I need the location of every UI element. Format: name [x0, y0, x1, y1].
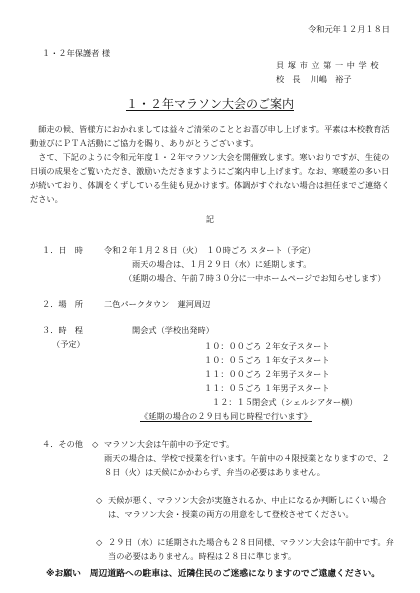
schedule-row: [204, 339, 330, 353]
schedule-row: [204, 381, 330, 395]
other-item-2: 天候が悪く、マラソン大会が実施されるか、中止になるか判断しにくい場合は、マラソン大会・授業の両方の用意をして登校させてください。: [108, 495, 387, 519]
paragraph-greeting: 師走の候、皆様方におかれましては益々ご清栄のこととお喜び申し上げます。平素は本校教育活動並びにＰＴＡ活動にご協力を賜り、ありがとうございます。: [30, 124, 390, 148]
schedule-closing-event: 閉会式（シェルシアター横）: [252, 397, 358, 407]
document-date: 令和元年１２月１８日: [308, 24, 390, 34]
schedule-closing-time: １２：１５: [212, 397, 253, 407]
other-bullet: ◇: [96, 495, 103, 505]
schedule-event: １年男子スタート: [264, 383, 330, 393]
other-label: ４．その他: [42, 439, 83, 449]
schedule-time: １０：０５ごろ: [204, 355, 262, 365]
schedule-event: １年女子スタート: [264, 355, 330, 365]
school-name: 貝 塚 市 立 第 一 中 学 校: [276, 60, 380, 70]
date-note: （延期の場合、午前７時３０分に一中ホームページでお知らせします）: [124, 273, 386, 283]
other-bullet: ◇: [92, 439, 99, 449]
principal-name: 川嶋 裕子: [310, 74, 352, 84]
date-label: １．日 時: [42, 245, 83, 255]
schedule-event: ２年女子スタート: [264, 341, 330, 351]
other-item-3: ２９日（水）に延期された場合も２８日同様、マラソン大会は午前中です。弁当の必要はありません。時程は２８日に準じます。: [108, 537, 394, 561]
place-label: ２．場 所: [42, 299, 83, 309]
schedule-row: [204, 367, 330, 381]
schedule-opening: 開会式（学校出発時）: [132, 325, 214, 335]
schedule-label: ３．時 程: [42, 325, 83, 335]
other-bullet: ◇: [96, 537, 103, 547]
schedule-time: １１：０５ごろ: [204, 383, 262, 393]
place-value: 二色パークタウン 蓮河周辺: [104, 299, 211, 309]
document-title: [0, 97, 420, 111]
other-item-1-line-1: マラソン大会は午前中の予定です。: [104, 439, 235, 449]
schedule-row: [204, 353, 330, 367]
ki-heading: 記: [205, 214, 215, 224]
date-main: 令和２年１月２８日（火） １０時ごろ スタート（予定）: [104, 245, 316, 255]
paragraph-announcement: さて、下記のように令和元年度１・２年マラソン大会を開催致します。寒いおりですが、生徒の日頃の成果をご覧いただき、激励いただきますようにご案内申し上げます。なお、寒暖差の多い日が続いており、体調をくずしている生徒も見かけます。体調がすぐれない場合は担任までご連絡ください。: [30, 152, 390, 204]
title-text: １・２年マラソン大会のご案内: [125, 97, 294, 111]
parking-notice: ※お願い 周辺道路への駐車は、近隣住民のご迷惑になりますのでご遠慮ください。: [46, 569, 381, 579]
schedule-time: １１：００ごろ: [204, 369, 262, 379]
principal: [276, 72, 352, 86]
recipient: １・２年保護者 様: [42, 48, 111, 58]
principal-role: 校 長: [276, 74, 301, 84]
schedule-event: ２年男子スタート: [264, 369, 330, 379]
other-item-1-line-2: 雨天の場合は、学校で授業を行います。午前中の４限授業となりますので、２８日（火）は天候にかかわらず、弁当の必要はありません。: [104, 453, 390, 477]
schedule-postpone-note: 《延期の場合の２９日も同じ時程で行います》: [140, 411, 312, 421]
date-rain: 雨天の場合は、１月２９日（水）に延期します。: [132, 259, 312, 269]
schedule-sublabel: （予定）: [52, 339, 85, 349]
schedule-time: １０：００ごろ: [204, 341, 262, 351]
